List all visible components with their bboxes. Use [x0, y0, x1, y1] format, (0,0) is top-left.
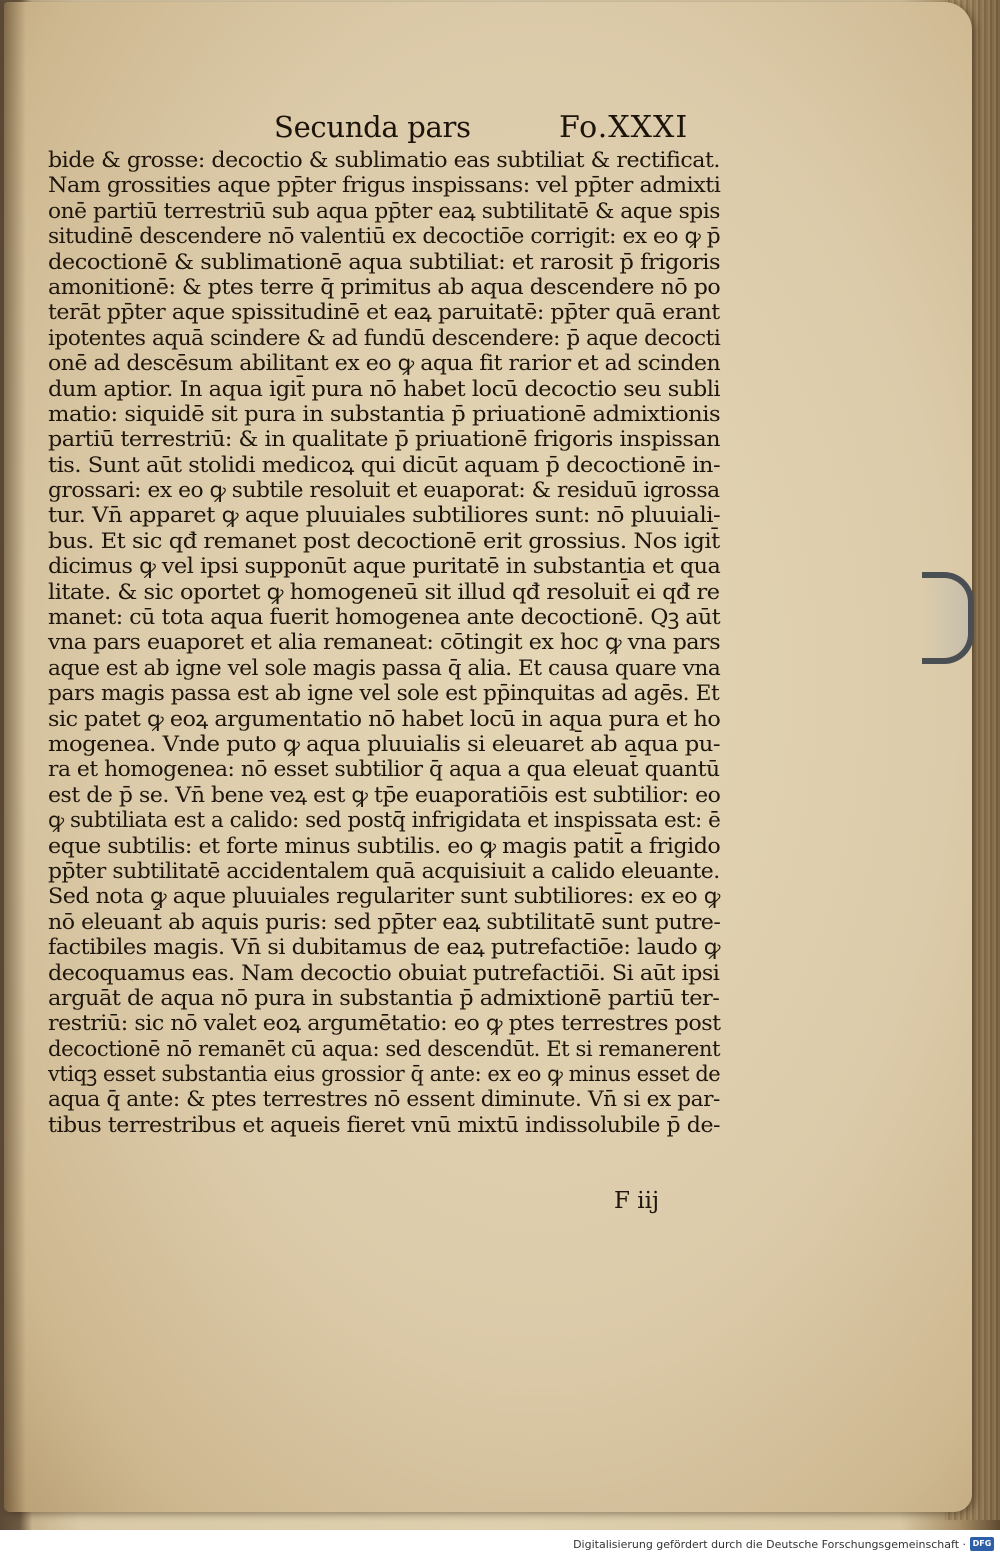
text-line: ꝙ subtiliata est a calido: sed postq̄ infrigidata et inspissata est: ē — [48, 808, 721, 833]
text-line: bide & grosse: decoctio & sublimatio eas subtiliat & rectificat. — [48, 148, 720, 172]
text-line: vtiqꝫ esset substantia eius grossior q̄ ante: ex eo ꝙ minus esset de — [48, 1062, 721, 1087]
page-clip — [922, 572, 974, 664]
text-line: aque est ab igne vel sole magis passa q̄ alia. Et causa quare vna — [48, 655, 721, 680]
text-line: dum aptior. In aqua igit̄ pura nō habet locū decoctio seu subli — [48, 376, 721, 401]
text-line: est de p̄ se. Vn̄ bene veꝝ est ꝙ tp̄e euaporatiōis est subtilior: eo — [48, 782, 721, 807]
text-line: dicimus ꝙ vel ipsi supponūt aque puritatē in substantia et qua — [48, 554, 721, 579]
text-line: partiū terrestriū: & in qualitate p̄ priuationē frigoris inspissan — [48, 427, 721, 452]
text-line: tur. Vn̄ apparet ꝙ aque pluuiales subtiliores sunt: nō pluuiali- — [48, 503, 721, 528]
text-line: manet: cū tota aqua fuerit homogenea ante decoctionē. Qꝫ aūt — [48, 605, 721, 630]
text-line: ipotentes aquā scindere & ad fundū descendere: p̄ aque decocti — [48, 325, 721, 350]
text-line: mogenea. Vnde puto ꝙ aqua pluuialis si eleuaret̄ ab aqua pu- — [48, 731, 721, 756]
text-line: pp̄ter subtilitatē accidentalem quā acquisiuit a calido eleuante. — [48, 858, 720, 883]
text-line: arguāt de aqua nō pura in substantia p̄ admixtionē partiū ter- — [48, 985, 720, 1010]
text-line: tibus terrestribus et aqueis fieret vnū mixtū indissolubile p̄ de- — [48, 1112, 721, 1137]
text-line: situdinē descendere nō valentiū ex decoctiōe corrigit: ex eo ꝙ p̄ — [48, 224, 721, 249]
text-line: pars magis passa est ab igne vel sole est pp̄inquitas ad agēs. Et — [48, 681, 720, 706]
dfg-logo-icon: DFG — [970, 1537, 994, 1551]
text-line: ra et homogenea: nō esset subtilior q̄ aqua a qua eleuat̄ quantū — [48, 757, 720, 782]
text-line: sic patet ꝙ eoꝝ argumentatio nō habet locū in aqua pura et ho — [48, 706, 721, 731]
text-line: tis. Sunt aūt stolidi medicoꝝ qui dicūt aquam p̄ decoctionē in- — [48, 452, 721, 477]
folio-number: Fo.XXXI — [559, 110, 689, 145]
signature-mark: F iij — [614, 1188, 660, 1214]
running-head-title: Secunda pars — [274, 110, 471, 144]
text-line: factibiles magis. Vn̄ si dubitamus de eaꝝ putrefactiōe: laudo ꝙ — [48, 935, 721, 960]
text-line: bus. Et sic qđ remanet post decoctionē erit grossius. Nos igit̄ — [48, 528, 720, 553]
text-line: terāt pp̄ter aque spissitudinē et eaꝝ paruitatē: pp̄ter quā erant — [48, 300, 720, 325]
text-line: vna pars euaporet et alia remaneat: cōtingit ex hoc ꝙ vna pars — [48, 630, 721, 655]
text-line: onē partiū terrestriū sub aqua pp̄ter eaꝝ subtilitatē & aque spis — [48, 198, 720, 223]
text-line: litate. & sic oportet ꝙ homogeneū sit illud qđ resoluit̄ ei qđ re — [48, 579, 720, 604]
gutter-shadow — [4, 2, 26, 1512]
text-line: matio: siquidē sit pura in substantia p̄ priuationē admixtionis — [48, 401, 721, 426]
text-line: amonitionē: & ptes terre q̄ primitus ab aqua descendere nō po — [48, 274, 721, 299]
footer-bar — [0, 1530, 1000, 1561]
text-line: decoctionē nō remanēt cū aqua: sed descendūt. Et si remanerent — [48, 1036, 721, 1061]
text-line: grossari: ex eo ꝙ subtile resoluit et euaporat: & residuū igrossa — [48, 478, 720, 503]
book-page — [4, 2, 972, 1512]
text-line: Nam grossities aque pp̄ter frigus inspissans: vel pp̄ter admixti — [48, 173, 721, 198]
text-line: restriū: sic nō valet eoꝝ argumētatio: eo ꝙ ptes terrestres post — [48, 1011, 721, 1036]
text-line: aqua q̄ ante: & ptes terrestres nō essent diminute. Vn̄ si ex par- — [48, 1087, 720, 1112]
text-line: nō eleuant̄ ab aquis puris: sed pp̄ter eaꝝ subtilitatē sunt putre- — [48, 909, 721, 934]
text-line: decoctionē & sublimationē aqua subtiliat: et rarosit p̄ frigoris — [48, 249, 721, 274]
text-line: Sed nota ꝙ aque pluuiales regulariter sunt subtiliores: ex eo ꝙ — [48, 884, 720, 909]
text-line: onē ad descēsum abilitant ex eo ꝙ aqua fit rarior et ad scinden — [48, 351, 721, 376]
funding-credit: Digitalisierung gefördert durch die Deutsche Forschungsgemeinschaft · — [573, 1538, 966, 1551]
text-line: eque subtilis: et forte minus subtilis. eo ꝙ magis patit̄ a frigido — [48, 833, 721, 858]
running-head — [4, 110, 972, 150]
text-line: decoquamus eas. Nam decoctio obuiat putrefactiōi. Si aūt ipsi — [48, 960, 720, 985]
body-text — [48, 148, 720, 1138]
